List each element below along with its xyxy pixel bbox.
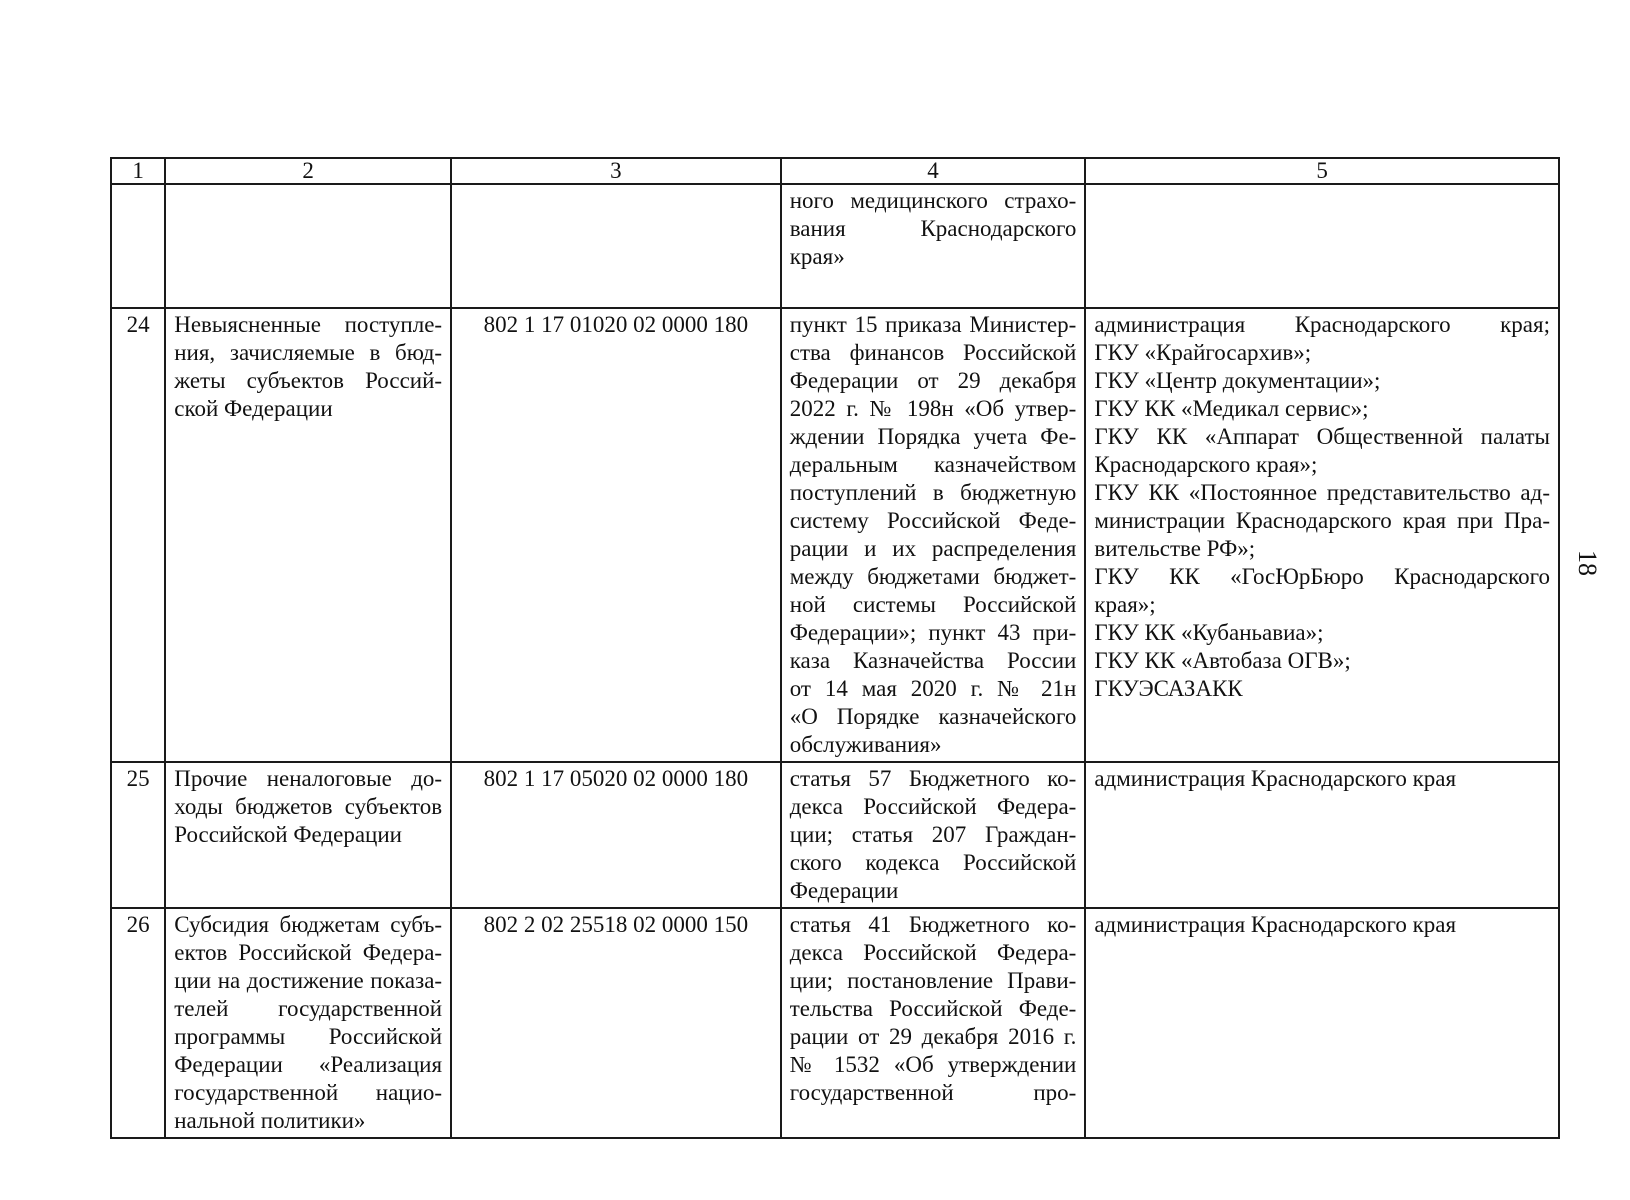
text-line: Прочие неналоговые до- bbox=[174, 766, 443, 791]
text-line: ГКУ КК «ГосЮрБюро Краснодарского bbox=[1094, 564, 1550, 589]
text-line: пункт 15 приказа Министер- bbox=[789, 312, 1077, 337]
text-line: ции на достижение показа- bbox=[174, 968, 443, 993]
text-line: ГКУЭСАЗАКК bbox=[1094, 676, 1243, 701]
text-line: ждении Порядка учета Фе- bbox=[789, 424, 1077, 449]
text-line: ГКУ КК «Аппарат Общественной палаты bbox=[1094, 424, 1550, 449]
text-line: ектов Российской Федера- bbox=[174, 940, 443, 965]
text-line: ГКУ КК «Автобаза ОГВ»; bbox=[1094, 648, 1351, 673]
text-line: края» bbox=[789, 244, 845, 269]
text-line: ГКУ КК «Постоянное представительство ад- bbox=[1094, 480, 1550, 505]
text-line: ГКУ «Крайгосархив»; bbox=[1094, 340, 1312, 365]
revenue-name-cell bbox=[165, 762, 451, 908]
table-row bbox=[111, 308, 1559, 762]
text-line: программы Российской bbox=[174, 1024, 443, 1049]
column-number-3: 3 bbox=[451, 158, 781, 184]
budget-code-cell: 802 1 17 01020 02 0000 180 bbox=[451, 308, 781, 762]
text-line: каза Казначейства России bbox=[789, 648, 1077, 673]
revenue-name-cell bbox=[165, 184, 451, 308]
text-line: ции; статья 207 Граждан- bbox=[789, 822, 1077, 847]
row-number bbox=[111, 184, 165, 308]
text-line: администрация Краснодарского края bbox=[1094, 766, 1457, 791]
text-line: государственной про- bbox=[789, 1080, 1077, 1105]
text-line: ния, зачисляемые в бюд- bbox=[174, 340, 443, 365]
text-line: края»; bbox=[1094, 592, 1156, 617]
text-line: ского кодекса Российской bbox=[789, 850, 1077, 875]
text-line: деральным казначейством bbox=[789, 452, 1077, 477]
budget-code-cell: 802 2 02 25518 02 0000 150 bbox=[451, 908, 781, 1138]
text-line: вительстве РФ»; bbox=[1094, 536, 1256, 561]
table-row bbox=[111, 762, 1559, 908]
row-number: 25 bbox=[111, 762, 165, 908]
text-line: Федерации «Реализация bbox=[174, 1052, 443, 1077]
text-line: систему Российской Феде- bbox=[789, 508, 1077, 533]
text-line: ного медицинского страхо- bbox=[789, 188, 1077, 213]
table-header-row bbox=[111, 158, 1559, 184]
text-line: декса Российской Федера- bbox=[789, 794, 1077, 819]
table-row bbox=[111, 184, 1559, 308]
text-line: Федерации от 29 декабря bbox=[789, 368, 1077, 393]
text-line: ГКУ КК «Медикал сервис»; bbox=[1094, 396, 1369, 421]
text-line: Субсидия бюджетам субъ- bbox=[174, 912, 443, 937]
legal-basis-cell bbox=[781, 308, 1086, 762]
text-line: ГКУ «Центр документации»; bbox=[1094, 368, 1381, 393]
text-line: ства финансов Российской bbox=[789, 340, 1077, 365]
text-line: «О Порядке казначейского bbox=[789, 704, 1077, 729]
text-line: Краснодарского края»; bbox=[1094, 452, 1318, 477]
text-line: администрация Краснодарского края; bbox=[1094, 312, 1550, 337]
revenue-name-cell bbox=[165, 908, 451, 1138]
text-line: Федерации bbox=[789, 878, 899, 903]
text-line: от 14 мая 2020 г. № 21н bbox=[789, 676, 1077, 701]
legal-basis-cell bbox=[781, 184, 1086, 308]
budget-code-cell bbox=[451, 184, 781, 308]
table-row bbox=[111, 908, 1559, 1138]
text-line: обслуживания» bbox=[789, 732, 942, 757]
column-number-2: 2 bbox=[165, 158, 451, 184]
revenue-name-cell bbox=[165, 308, 451, 762]
page-number: 18 bbox=[1573, 550, 1602, 576]
text-line: Российской Федерации bbox=[174, 822, 402, 847]
legal-basis-cell bbox=[781, 908, 1086, 1138]
text-line: Федерации»; пункт 43 при- bbox=[789, 620, 1077, 645]
administrator-cell bbox=[1085, 762, 1559, 908]
text-line: рации от 29 декабря 2016 г. bbox=[789, 1024, 1077, 1049]
column-number-5: 5 bbox=[1085, 158, 1559, 184]
column-number-1: 1 bbox=[111, 158, 165, 184]
text-line: рации и их распределения bbox=[789, 536, 1077, 561]
text-line: поступлений в бюджетную bbox=[789, 480, 1077, 505]
text-line: Невыясненные поступле- bbox=[174, 312, 443, 337]
administrator-cell bbox=[1085, 908, 1559, 1138]
text-line: телей государственной bbox=[174, 996, 443, 1021]
row-number: 26 bbox=[111, 908, 165, 1138]
administrator-cell bbox=[1085, 308, 1559, 762]
text-line: нальной политики» bbox=[174, 1108, 366, 1133]
row-number: 24 bbox=[111, 308, 165, 762]
legal-basis-cell bbox=[781, 762, 1086, 908]
revenue-admin-table bbox=[110, 157, 1560, 1139]
text-line: ходы бюджетов субъектов bbox=[174, 794, 443, 819]
text-line: ной системы Российской bbox=[789, 592, 1077, 617]
administrator-cell bbox=[1085, 184, 1559, 308]
text-line: между бюджетами бюджет- bbox=[789, 564, 1077, 589]
column-number-4: 4 bbox=[781, 158, 1086, 184]
text-line: вания Краснодарского bbox=[789, 216, 1077, 241]
budget-code-cell: 802 1 17 05020 02 0000 180 bbox=[451, 762, 781, 908]
text-line: ГКУ КК «Кубаньавиа»; bbox=[1094, 620, 1324, 645]
text-line: администрация Краснодарского края bbox=[1094, 912, 1457, 937]
text-line: 2022 г. № 198н «Об утвер- bbox=[789, 396, 1077, 421]
text-line: государственной нацио- bbox=[174, 1080, 443, 1105]
text-line: ской Федерации bbox=[174, 396, 333, 421]
text-line: декса Российской Федера- bbox=[789, 940, 1077, 965]
text-line: тельства Российской Феде- bbox=[789, 996, 1077, 1021]
text-line: № 1532 «Об утверждении bbox=[789, 1052, 1077, 1077]
text-line: министрации Краснодарского края при Пра- bbox=[1094, 508, 1550, 533]
text-line: статья 41 Бюджетного ко- bbox=[789, 912, 1077, 937]
text-line: статья 57 Бюджетного ко- bbox=[789, 766, 1077, 791]
text-line: жеты субъектов Россий- bbox=[174, 368, 443, 393]
text-line: ции; постановление Прави- bbox=[789, 968, 1077, 993]
